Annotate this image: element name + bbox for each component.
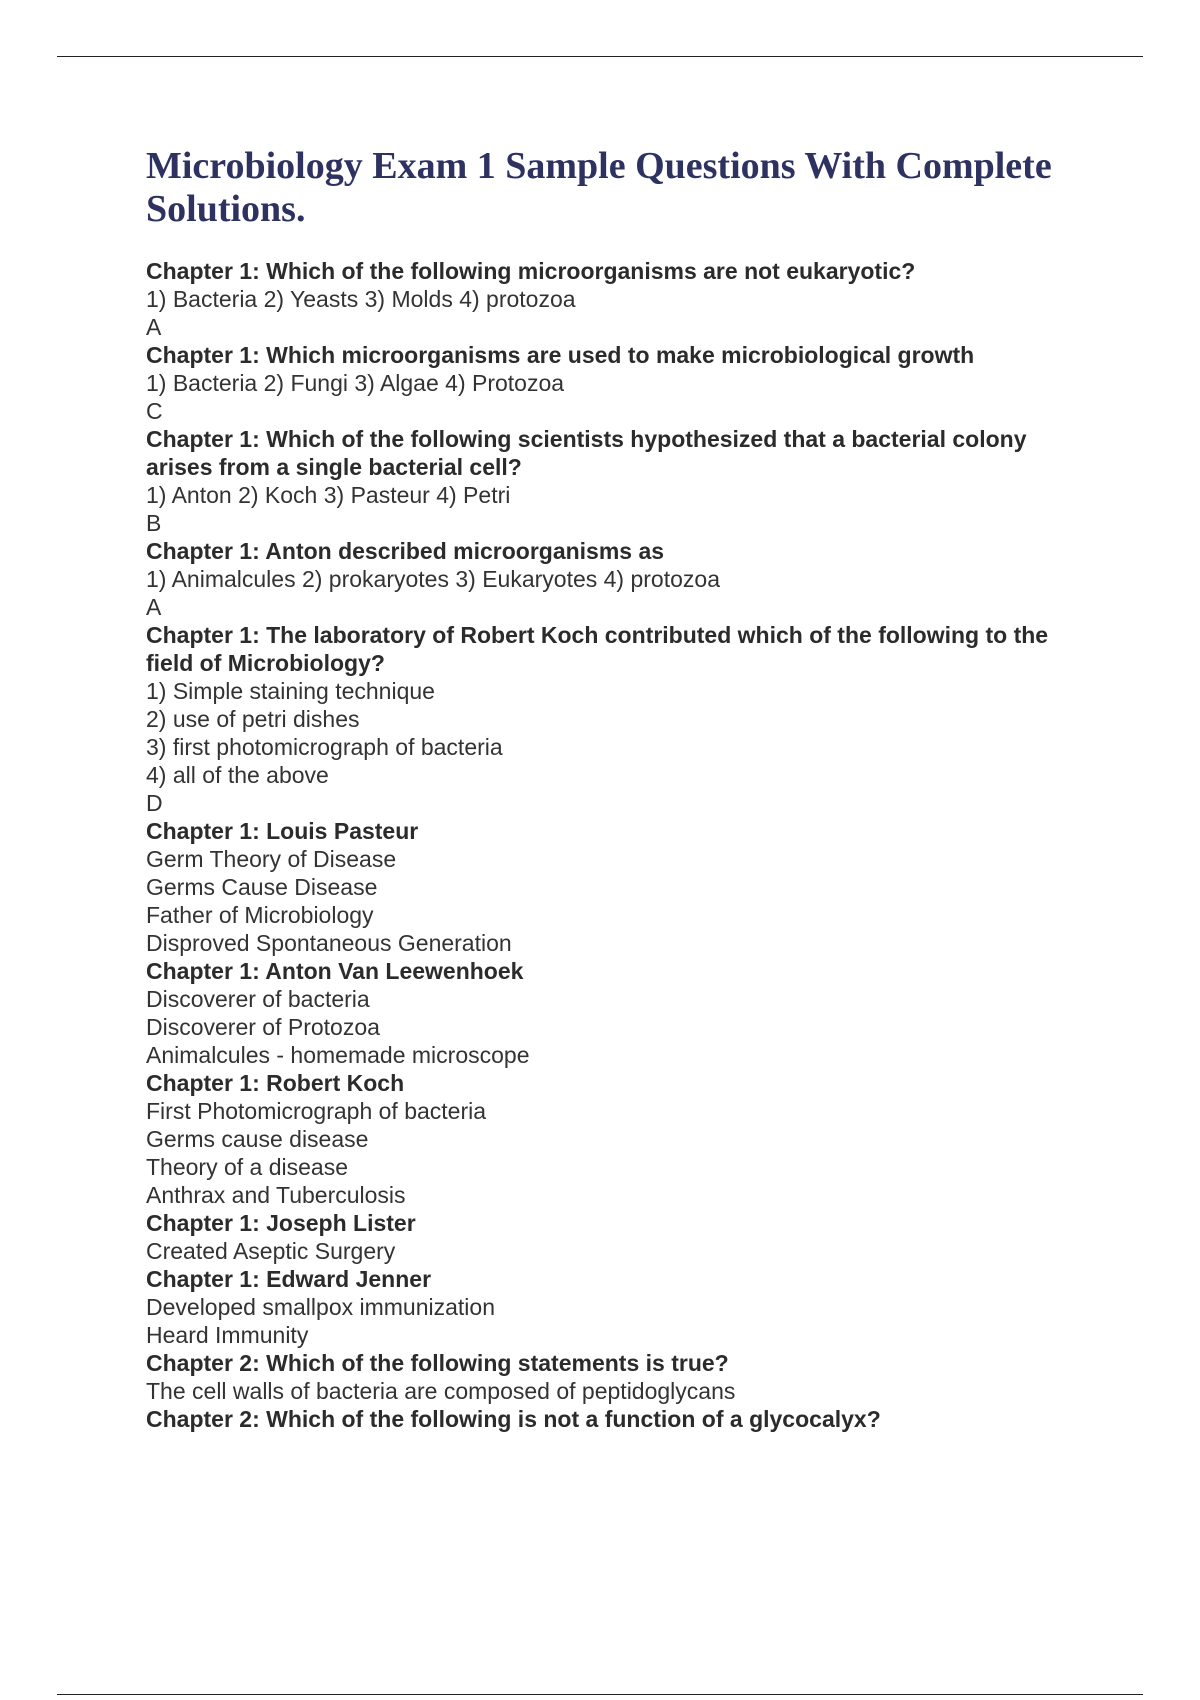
top-rule bbox=[57, 56, 1143, 57]
answer-line: Anthrax and Tuberculosis bbox=[146, 1182, 406, 1208]
answer-line: Disproved Spontaneous Generation bbox=[146, 930, 512, 956]
answer-line: The cell walls of bacteria are composed of peptidoglycans bbox=[146, 1378, 736, 1404]
answer-line: Developed smallpox immunization bbox=[146, 1294, 495, 1320]
answer-line: 1) Bacteria 2) Yeasts 3) Molds 4) protozoa bbox=[146, 286, 576, 312]
answer-line: 1) Animalcules 2) prokaryotes 3) Eukaryotes 4) protozoa bbox=[146, 566, 720, 592]
question-line: Chapter 1: Robert Koch bbox=[146, 1070, 405, 1096]
answer-line: Germs Cause Disease bbox=[146, 874, 378, 900]
answer-line: 4) all of the above bbox=[146, 762, 329, 788]
question-line: Chapter 1: Anton Van Leewenhoek bbox=[146, 958, 524, 984]
answer-line: Created Aseptic Surgery bbox=[146, 1238, 396, 1264]
question-line: Chapter 2: Which of the following statements is true? bbox=[146, 1350, 729, 1376]
question-line: Chapter 1: Which microorganisms are used to make microbiological growth bbox=[146, 342, 975, 368]
answer-line: Theory of a disease bbox=[146, 1154, 349, 1180]
question-line: Chapter 2: Which of the following is not a function of a glycocalyx? bbox=[146, 1406, 881, 1432]
document-content bbox=[146, 145, 1096, 1433]
answer-line: B bbox=[146, 510, 162, 536]
answer-line: Discoverer of Protozoa bbox=[146, 1014, 380, 1040]
question-line: Chapter 1: Which of the following scientists hypothesized that a bacterial colony arises from a single bacterial cell? bbox=[146, 426, 1027, 480]
answer-line: Father of Microbiology bbox=[146, 902, 374, 928]
answer-line: 2) use of petri dishes bbox=[146, 706, 360, 732]
answer-line: First Photomicrograph of bacteria bbox=[146, 1098, 487, 1124]
answer-line: 1) Anton 2) Koch 3) Pasteur 4) Petri bbox=[146, 482, 511, 508]
bottom-rule bbox=[57, 1694, 1143, 1695]
answer-line: 3) first photomicrograph of bacteria bbox=[146, 734, 503, 760]
answer-line: Animalcules - homemade microscope bbox=[146, 1042, 530, 1068]
question-line: Chapter 1: Anton described microorganisms as bbox=[146, 538, 665, 564]
answer-line: 1) Simple staining technique bbox=[146, 678, 435, 704]
answer-line: Heard Immunity bbox=[146, 1322, 309, 1348]
answer-line: 1) Bacteria 2) Fungi 3) Algae 4) Protozoa bbox=[146, 370, 565, 396]
answer-line: A bbox=[146, 314, 162, 340]
question-line: Chapter 1: Joseph Lister bbox=[146, 1210, 416, 1236]
answer-line: Germs cause disease bbox=[146, 1126, 369, 1152]
page-title: Microbiology Exam 1 Sample Questions With Complete Solutions. bbox=[146, 145, 1052, 230]
answer-line: A bbox=[146, 594, 162, 620]
answer-line: D bbox=[146, 790, 163, 816]
answer-line: Germ Theory of Disease bbox=[146, 846, 397, 872]
question-line: Chapter 1: Which of the following microorganisms are not eukaryotic? bbox=[146, 258, 916, 284]
question-line: Chapter 1: Louis Pasteur bbox=[146, 818, 419, 844]
answer-line: Discoverer of bacteria bbox=[146, 986, 370, 1012]
answer-line: C bbox=[146, 398, 163, 424]
question-line: Chapter 1: The laboratory of Robert Koch contributed which of the following to the field of Microbiology? bbox=[146, 622, 1049, 676]
question-line: Chapter 1: Edward Jenner bbox=[146, 1266, 432, 1292]
question-answer-list bbox=[146, 257, 1096, 1433]
